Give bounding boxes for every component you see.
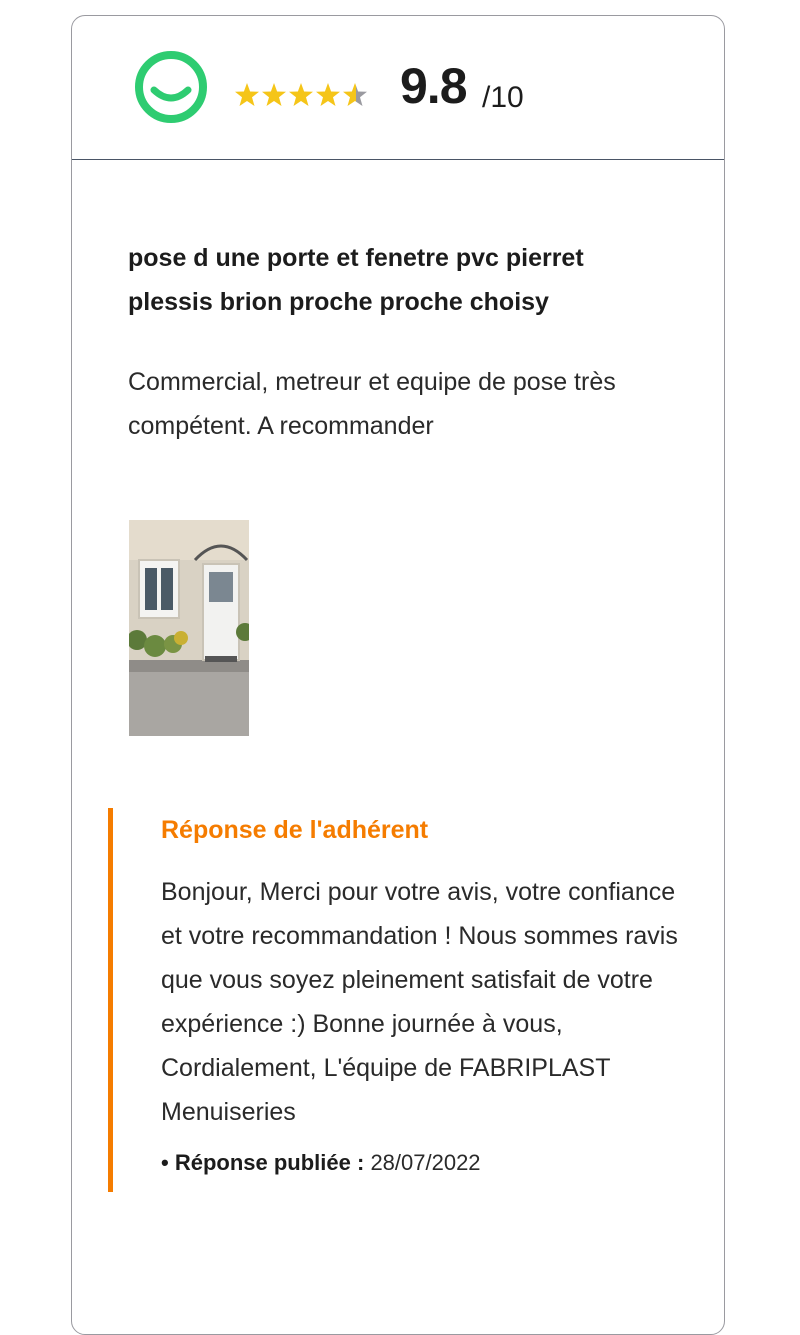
star-half-icon (343, 83, 367, 106)
smiley-icon (134, 50, 208, 124)
member-response (108, 808, 688, 1192)
response-published-label: Réponse publiée : (174, 1150, 365, 1175)
star-icon (316, 83, 340, 106)
response-published (161, 1148, 481, 1178)
rating-score-max: /10 (482, 81, 524, 114)
bullet: • (161, 1150, 169, 1175)
star-rating (234, 80, 372, 110)
star-icon (235, 83, 259, 106)
review-text: Commercial, metreur et equipe de pose très compétent. A recommander (128, 368, 616, 440)
review-title: pose d une porte et fenetre pvc pierret plessis brion proche proche choisy (128, 244, 584, 316)
door-window-photo (129, 520, 249, 736)
star-icon (262, 83, 286, 106)
rating-header (72, 16, 724, 160)
review-card (71, 15, 725, 1335)
star-icon (289, 83, 313, 106)
response-title: Réponse de l'adhérent (161, 816, 429, 844)
response-published-date: 28/07/2022 (370, 1150, 481, 1175)
rating-score: 9.8 (400, 58, 467, 114)
response-text: Bonjour, Merci pour votre avis, votre confiance et votre recommandation ! Nous sommes ravis que vous soyez pleinement satisfait de votre expérience :) Bonne journée à vous, Cordialement, L'équipe de FABRIPLAST Menuiseries (161, 878, 678, 1126)
review-photo[interactable] (129, 520, 249, 736)
